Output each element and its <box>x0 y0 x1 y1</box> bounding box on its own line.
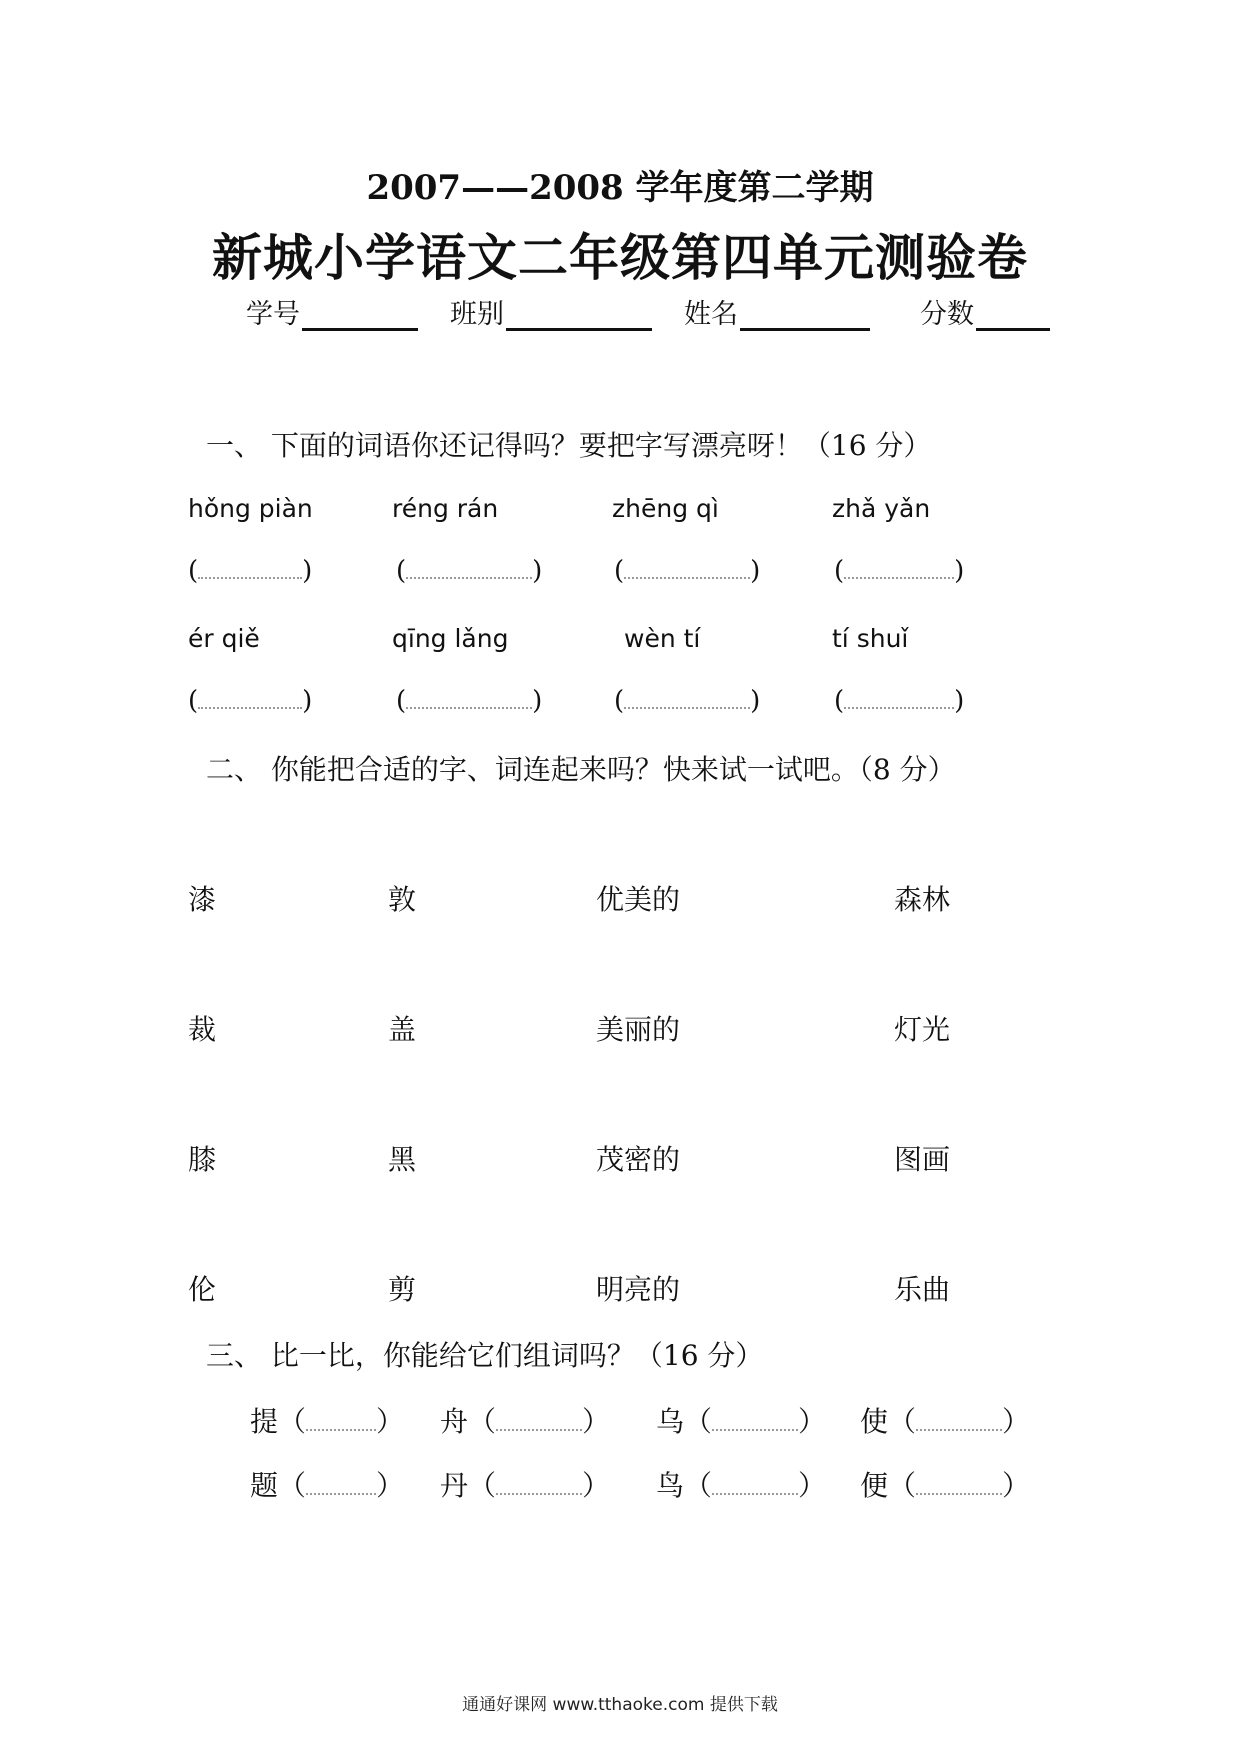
answer-box[interactable] <box>188 556 312 586</box>
class-field[interactable] <box>450 292 652 331</box>
paren-close: ) <box>954 556 965 586</box>
section3-heading: 三、 比一比，你能给它们组词吗？（16 分） <box>206 1339 764 1372</box>
compare-char: 乌 <box>656 1405 685 1438</box>
paren-open: （ <box>684 1469 713 1502</box>
match-phrase[interactable]: 优美的 <box>596 883 681 916</box>
answer-blank[interactable] <box>844 577 954 579</box>
answer-box[interactable] <box>614 556 760 586</box>
paren-close: ) <box>750 556 761 586</box>
paren-open: ( <box>396 556 407 586</box>
compare-char: 提 <box>250 1405 279 1438</box>
paren-close: ) <box>302 686 313 716</box>
answer-blank[interactable] <box>406 707 532 709</box>
answer-blank[interactable] <box>198 707 302 709</box>
paren-close: ） <box>376 1469 405 1502</box>
pinyin-item: réng rán <box>392 494 499 523</box>
pinyin-item: zhēng qì <box>612 494 719 523</box>
paren-open: （ <box>888 1405 917 1438</box>
match-char[interactable]: 剪 <box>388 1273 417 1306</box>
answer-blank[interactable] <box>496 1493 582 1495</box>
name-field[interactable] <box>684 292 870 331</box>
pinyin-item: wèn tí <box>624 624 701 653</box>
answer-blank[interactable] <box>916 1429 1002 1431</box>
section2-heading: 二、 你能把合适的字、词连起来吗？快来试一试吧。（8 分） <box>206 753 956 786</box>
paren-open: （ <box>468 1405 497 1438</box>
paren-open: ( <box>834 686 845 716</box>
field-label: 姓名 <box>684 299 738 330</box>
compare-char: 便 <box>860 1469 889 1502</box>
pinyin-item: tí shuǐ <box>832 624 909 653</box>
compare-item[interactable] <box>860 1400 1030 1440</box>
paren-open: ( <box>614 686 625 716</box>
paren-close: ） <box>582 1469 611 1502</box>
compare-item[interactable] <box>860 1464 1030 1504</box>
match-noun[interactable]: 图画 <box>894 1143 951 1176</box>
year-line: 2007——2008 学年度第二学期 <box>366 168 874 208</box>
pinyin-item: qīng lǎng <box>392 624 509 653</box>
compare-char: 丹 <box>440 1469 469 1502</box>
paren-close: ) <box>302 556 313 586</box>
match-char[interactable]: 黑 <box>388 1143 417 1176</box>
paren-open: ( <box>188 556 199 586</box>
paren-close: ） <box>798 1405 827 1438</box>
answer-box[interactable] <box>834 686 964 716</box>
answer-blank[interactable] <box>306 1429 376 1431</box>
field-label: 学号 <box>246 299 300 330</box>
paren-close: ） <box>376 1405 405 1438</box>
footer-credit: 通通好课网 www.tthaoke.com 提供下载 <box>462 1695 778 1715</box>
name-blank[interactable] <box>740 302 870 331</box>
match-phrase[interactable]: 美丽的 <box>596 1013 681 1046</box>
student-number-field[interactable] <box>246 292 418 331</box>
class-blank[interactable] <box>506 302 652 331</box>
match-noun[interactable]: 乐曲 <box>894 1273 951 1306</box>
paren-open: ( <box>188 686 199 716</box>
paren-close: ） <box>1002 1469 1031 1502</box>
pinyin-item: hǒng piàn <box>188 494 313 523</box>
match-char[interactable]: 膝 <box>188 1143 217 1176</box>
answer-blank[interactable] <box>712 1493 798 1495</box>
compare-item[interactable] <box>250 1464 404 1504</box>
answer-box[interactable] <box>188 686 312 716</box>
match-noun[interactable]: 灯光 <box>894 1013 951 1046</box>
answer-box[interactable] <box>396 686 542 716</box>
compare-item[interactable] <box>440 1464 610 1504</box>
compare-item[interactable] <box>250 1400 404 1440</box>
compare-char: 题 <box>250 1469 279 1502</box>
match-char[interactable]: 裁 <box>188 1013 217 1046</box>
paren-close: ) <box>532 686 543 716</box>
answer-blank[interactable] <box>198 577 302 579</box>
compare-item[interactable] <box>656 1400 826 1440</box>
compare-char: 鸟 <box>656 1469 685 1502</box>
answer-blank[interactable] <box>624 707 750 709</box>
match-char[interactable]: 盖 <box>388 1013 417 1046</box>
answer-blank[interactable] <box>712 1429 798 1431</box>
answer-box[interactable] <box>396 556 542 586</box>
paren-open: （ <box>278 1405 307 1438</box>
paren-close: ） <box>582 1405 611 1438</box>
match-char[interactable]: 敦 <box>388 883 417 916</box>
answer-blank[interactable] <box>916 1493 1002 1495</box>
section1-heading: 一、 下面的词语你还记得吗？要把字写漂亮呀！（16 分） <box>206 429 932 462</box>
answer-blank[interactable] <box>306 1493 376 1495</box>
match-char[interactable]: 伦 <box>188 1273 217 1306</box>
pinyin-item: ér qiě <box>188 624 260 653</box>
paren-open: ( <box>614 556 625 586</box>
compare-item[interactable] <box>440 1400 610 1440</box>
paren-close: ） <box>798 1469 827 1502</box>
paren-close: ) <box>954 686 965 716</box>
page-title: 新城小学语文二年级第四单元测验卷 <box>212 228 1028 287</box>
field-label: 班别 <box>450 299 504 330</box>
student-number-blank[interactable] <box>302 302 418 331</box>
answer-blank[interactable] <box>406 577 532 579</box>
paren-close: ) <box>532 556 543 586</box>
paren-close: ) <box>750 686 761 716</box>
answer-blank[interactable] <box>624 577 750 579</box>
field-label: 分数 <box>920 299 974 330</box>
answer-blank[interactable] <box>844 707 954 709</box>
compare-item[interactable] <box>656 1464 826 1504</box>
paren-open: （ <box>468 1469 497 1502</box>
match-phrase[interactable]: 明亮的 <box>596 1273 681 1306</box>
match-char[interactable]: 漆 <box>188 883 217 916</box>
paren-close: ） <box>1002 1405 1031 1438</box>
answer-blank[interactable] <box>496 1429 582 1431</box>
match-noun[interactable]: 森林 <box>894 883 951 916</box>
match-phrase[interactable]: 茂密的 <box>596 1143 681 1176</box>
answer-box[interactable] <box>614 686 760 716</box>
paren-open: （ <box>684 1405 713 1438</box>
pinyin-item: zhǎ yǎn <box>832 494 931 523</box>
paren-open: ( <box>834 556 845 586</box>
score-field[interactable] <box>920 292 1050 331</box>
compare-char: 使 <box>860 1405 889 1438</box>
compare-char: 舟 <box>440 1405 469 1438</box>
paren-open: ( <box>396 686 407 716</box>
score-blank[interactable] <box>976 302 1050 331</box>
paren-open: （ <box>888 1469 917 1502</box>
paren-open: （ <box>278 1469 307 1502</box>
answer-box[interactable] <box>834 556 964 586</box>
